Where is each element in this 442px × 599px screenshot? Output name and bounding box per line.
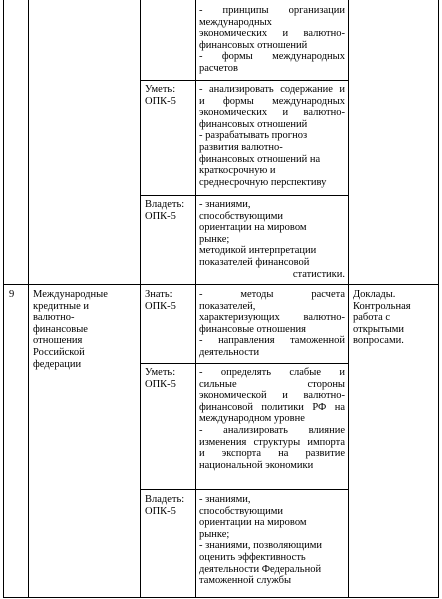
content-line: деятельности Федеральной <box>199 563 322 575</box>
content-line: экономических и валютно- <box>199 28 345 40</box>
row9-umet-label: Уметь: ОПК-5 <box>145 367 176 390</box>
content-line: финансовых отношений <box>199 118 308 130</box>
content-line: финансовой политики РФ на <box>199 401 345 413</box>
col-sep-competence <box>195 0 196 598</box>
content-line: среднесрочную перспективу <box>199 176 327 188</box>
content-line: финансовых отношений на <box>199 153 321 165</box>
content-line: и формы международных <box>199 95 345 107</box>
row-sep-row9-umet <box>140 363 349 364</box>
row9-vladet-content <box>199 494 345 587</box>
top-vladet-label: Владеть: ОПК-5 <box>145 199 185 222</box>
table-border-right <box>438 0 439 598</box>
row9-assessment: Доклады. Контрольная работа с открытыми вопросами. <box>353 289 411 347</box>
col-sep-topic <box>140 0 141 598</box>
content-line: рынке; <box>199 233 230 245</box>
top-knowledge-content <box>199 5 345 75</box>
content-line: - определять слабые и <box>199 367 345 378</box>
table-border-bottom <box>3 597 439 598</box>
content-line: показателей финансовой <box>199 256 310 268</box>
content-line: - формы международных <box>199 51 345 63</box>
content-line: ориентации на мировом <box>199 222 307 234</box>
content-line: деятельности <box>199 346 260 358</box>
content-line: - принципы организации <box>199 5 345 16</box>
row-sep-row9 <box>3 284 439 285</box>
col-sep-content <box>348 0 349 598</box>
col-sep-number <box>28 0 29 598</box>
content-line: оценить эффективность <box>199 551 306 563</box>
content-line: сильные стороны <box>199 378 345 390</box>
row-sep-top-vladet <box>140 195 349 196</box>
content-line: экономической и валютно- <box>199 390 345 402</box>
row9-umet-content <box>199 367 345 471</box>
content-line: способствующими <box>199 505 283 517</box>
top-vladet-content <box>199 199 345 280</box>
row9-topic: Международные кредитные и валютно- финансовые отношения Российской федерации <box>33 289 108 370</box>
row-sep-row9-vladet <box>140 489 349 490</box>
content-line: способствующими <box>199 210 283 222</box>
row9-vladet-label: Владеть: ОПК-5 <box>145 494 185 517</box>
table-border-left <box>3 0 4 598</box>
content-line: - разрабатывать прогноз <box>199 130 308 142</box>
content-line: - анализировать влияние <box>199 424 345 436</box>
content-line: финансовых отношений <box>199 39 308 51</box>
content-line: изменения структуры импорта <box>199 436 345 448</box>
row9-number: 9 <box>9 289 15 300</box>
content-line: - направления таможенной <box>199 335 345 347</box>
content-line: национальной экономики <box>199 459 314 471</box>
top-umet-label: Уметь: ОПК-5 <box>145 84 176 107</box>
content-line: ориентации на мировом <box>199 517 307 529</box>
content-line: международных <box>199 16 272 28</box>
content-line: - методы расчета <box>199 289 345 300</box>
content-line: международном уровне <box>199 413 305 425</box>
content-line: развития валютно- <box>199 141 283 153</box>
row9-znat-label: Знать: ОПК-5 <box>145 289 176 312</box>
content-line: статистики. <box>292 268 345 280</box>
row9-znat-content <box>199 289 345 359</box>
content-line: - знаниями, <box>199 199 251 210</box>
content-line: - знаниями, <box>199 494 251 505</box>
content-line: рынке; <box>199 528 230 540</box>
content-line: таможенной службы <box>199 575 292 587</box>
content-line: и экспорта на развитие <box>199 448 345 460</box>
content-line: краткосрочную и <box>199 165 276 177</box>
content-line: характеризующих валютно- <box>199 312 345 324</box>
top-umet-content <box>199 84 345 188</box>
content-line: - знаниями, позволяющими <box>199 540 323 552</box>
content-line: показателей, <box>199 300 256 312</box>
content-line: финансовые отношения <box>199 323 306 335</box>
row-sep-top-umet <box>140 80 349 81</box>
content-line: расчетов <box>199 62 238 74</box>
content-line: экономических и валютно- <box>199 107 345 119</box>
content-line: методикой интерпретации <box>199 245 317 257</box>
content-line: - анализировать содержание и <box>199 84 345 95</box>
